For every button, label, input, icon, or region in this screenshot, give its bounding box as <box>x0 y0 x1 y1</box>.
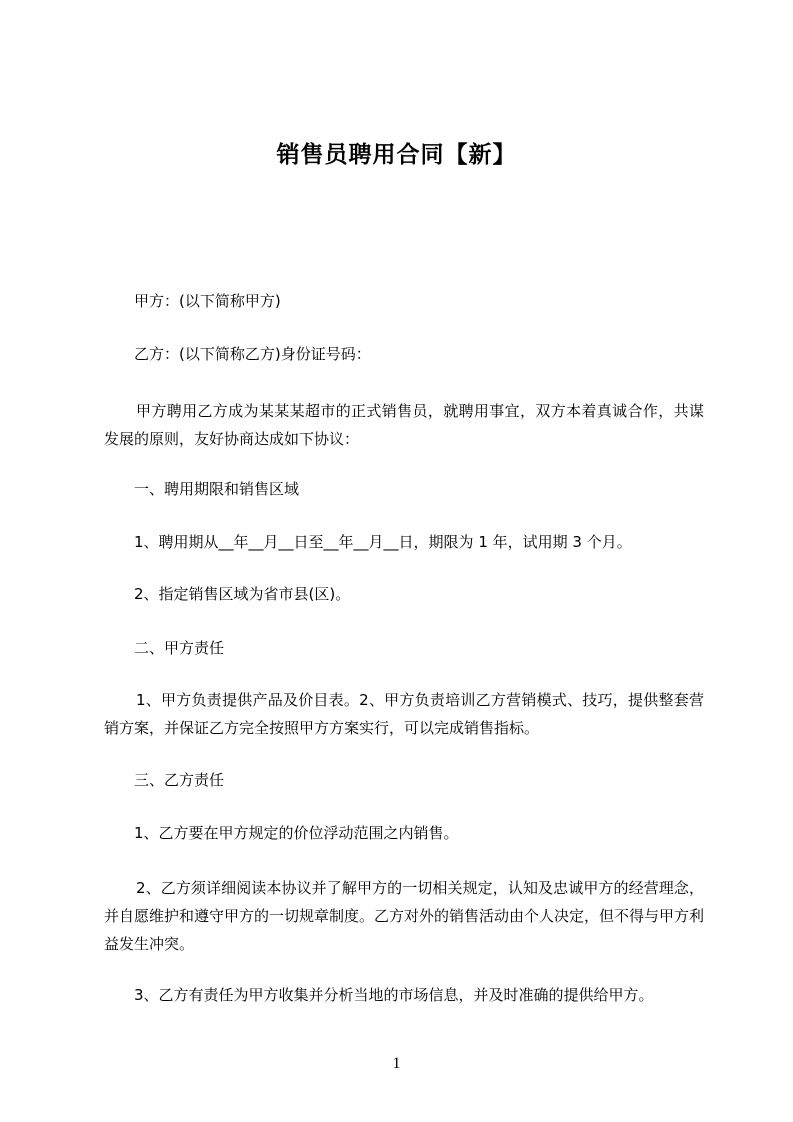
section3-heading: 三、乙方责任 <box>134 771 225 789</box>
section3-item3: 3、乙方有责任为甲方收集并分析当地的市场信息，并及时准确的提供给甲方。 <box>134 986 654 1004</box>
section3-item2: 2、乙方须详细阅读本协议并了解甲方的一切相关规定，认知及忠诚甲方的经营理念，并自愿维护和遵守甲方的一切规章制度。乙方对外的销售活动由个人决定，但不得与甲方利益发生冲突。 <box>104 879 705 953</box>
section2-heading: 二、甲方责任 <box>134 639 225 657</box>
section1-heading: 一、聘用期限和销售区域 <box>134 480 300 498</box>
page-number: 1 <box>392 1055 401 1072</box>
section2-item1: 1、甲方负责提供产品及价目表。2、甲方负责培训乙方营销模式、技巧，提供整套营销方案，并保证乙方完全按照甲方方案实行，可以完成销售指标。 <box>104 691 704 737</box>
section3-item1: 1、乙方要在甲方规定的价位浮动范围之内销售。 <box>134 824 459 842</box>
section1-item2: 2、指定销售区域为省市县(区)。 <box>134 585 351 603</box>
document-title: 销售员聘用合同【新】 <box>276 142 517 168</box>
intro-paragraph: 甲方聘用乙方成为某某某超市的正式销售员，就聘用事宜，双方本着真诚合作，共谋发展的原则，友好协商达成如下协议： <box>104 402 704 448</box>
party-b-line: 乙方：(以下简称乙方)身份证号码： <box>134 345 371 363</box>
party-a-line: 甲方：(以下简称甲方) <box>134 292 281 310</box>
section1-item1: 1、聘用期从__年__月__日至__年__月__日，期限为 1 年，试用期 3 个月。 <box>134 533 632 551</box>
